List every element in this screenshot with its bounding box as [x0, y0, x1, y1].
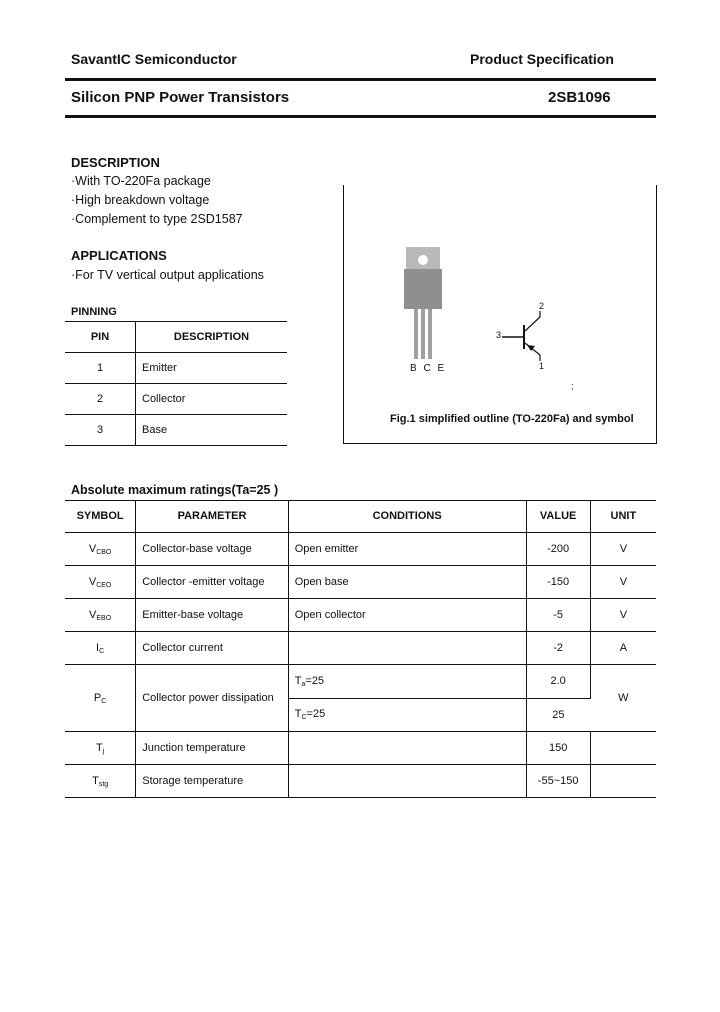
unit-cell	[590, 732, 656, 765]
ratings-title: Absolute maximum ratings(Ta=25 )	[71, 483, 279, 497]
symbol-cell: $I_C$	[65, 632, 136, 665]
product-line: Silicon PNP Power Transistors	[71, 89, 290, 106]
company-name: SavantIC Semiconductor	[71, 51, 237, 67]
value-cell: -150	[526, 566, 590, 599]
parameter-cell: Junction temperature	[136, 732, 289, 765]
value-cell: 25	[526, 698, 590, 732]
lead-e	[428, 309, 432, 359]
unit-cell: V	[590, 566, 656, 599]
table-row	[65, 632, 656, 665]
symbol-cell: $P_C$	[65, 665, 136, 732]
figure-box	[343, 185, 657, 444]
unit-cell: W	[590, 665, 656, 732]
conditions-cell: $T_C=25$	[288, 698, 526, 732]
pin-number: 1	[65, 353, 136, 384]
conditions-cell	[288, 732, 526, 765]
unit-cell: V	[590, 599, 656, 632]
package-outline-diagram	[344, 185, 656, 443]
value-cell: 150	[526, 732, 590, 765]
symbol-cell: $V_{CEO}$	[65, 566, 136, 599]
value-header: VALUE	[526, 500, 590, 533]
conditions-cell: Open base	[288, 566, 526, 599]
pin-number: 3	[65, 415, 136, 446]
symbol-cell: $V_{CBO}$	[65, 533, 136, 566]
mounting-hole	[418, 255, 428, 265]
unit-cell: A	[590, 632, 656, 665]
symbol-cell: $V_{EBO}$	[65, 599, 136, 632]
pin-description: Collector	[136, 384, 288, 415]
parameter-cell: Emitter-base voltage	[136, 599, 289, 632]
table-row	[65, 533, 656, 566]
lead-c	[421, 309, 425, 359]
header-rule-top	[65, 78, 656, 81]
part-number: 2SB1096	[548, 89, 611, 106]
pin-description: Base	[136, 415, 288, 446]
value-cell: 2.0	[526, 665, 590, 699]
value-cell: -200	[526, 533, 590, 566]
lead-b	[414, 309, 418, 359]
value-cell: -55~150	[526, 765, 590, 798]
table-row	[65, 765, 656, 798]
stray-mark: ;	[571, 381, 574, 391]
pin-number: 2	[65, 384, 136, 415]
unit-cell: V	[590, 533, 656, 566]
pin-2-label: 2	[539, 301, 545, 311]
pin-1-label: 1	[539, 361, 545, 371]
table-row	[65, 665, 656, 699]
symbol-cell: $T_{stg}$	[65, 765, 136, 798]
conditions-cell	[288, 765, 526, 798]
application-item: ·For TV vertical output applications	[71, 268, 264, 282]
unit-header: UNIT	[590, 500, 656, 533]
pin-header: PIN	[65, 322, 136, 353]
description-header: DESCRIPTION	[136, 322, 288, 353]
collector-line	[525, 317, 540, 331]
parameter-cell: Collector power dissipation	[136, 665, 289, 732]
value-cell: -2	[526, 632, 590, 665]
table-row	[65, 599, 656, 632]
table-row	[65, 566, 656, 599]
applications-title: APPLICATIONS	[71, 248, 167, 263]
conditions-cell: $T_a=25$	[288, 665, 526, 699]
symbol-header: SYMBOL	[65, 500, 136, 533]
table-row	[65, 415, 287, 446]
pinning-header-row	[65, 322, 287, 353]
unit-cell	[590, 765, 656, 798]
pin-3-label: 3	[496, 330, 502, 340]
description-title: DESCRIPTION	[71, 155, 160, 170]
parameter-cell: Storage temperature	[136, 765, 289, 798]
table-row	[65, 384, 287, 415]
conditions-cell	[288, 632, 526, 665]
description-item: ·With TO-220Fa package	[71, 174, 211, 188]
parameter-cell: Collector current	[136, 632, 289, 665]
table-row	[65, 732, 656, 765]
doc-type: Product Specification	[470, 51, 614, 67]
symbol-cell: $T_j$	[65, 732, 136, 765]
ratings-table	[65, 500, 656, 798]
table-row	[65, 353, 287, 384]
description-item: ·Complement to type 2SD1587	[71, 212, 243, 226]
conditions-cell: Open emitter	[288, 533, 526, 566]
value-cell: -5	[526, 599, 590, 632]
header-rule-bottom	[65, 115, 656, 118]
figure-caption: Fig.1 simplified outline (TO-220Fa) and symbol	[390, 413, 634, 425]
parameter-cell: Collector-base voltage	[136, 533, 289, 566]
parameter-cell: Collector -emitter voltage	[136, 566, 289, 599]
pinning-title: PINNING	[71, 306, 117, 318]
pin-description: Emitter	[136, 353, 288, 384]
pinning-table	[65, 321, 287, 446]
package-body	[404, 269, 442, 309]
conditions-cell: Open collector	[288, 599, 526, 632]
description-item: ·High breakdown voltage	[71, 193, 210, 207]
conditions-header: CONDITIONS	[288, 500, 526, 533]
parameter-header: PARAMETER	[136, 500, 289, 533]
ratings-header-row	[65, 500, 656, 533]
lead-labels: B C E	[410, 363, 447, 374]
